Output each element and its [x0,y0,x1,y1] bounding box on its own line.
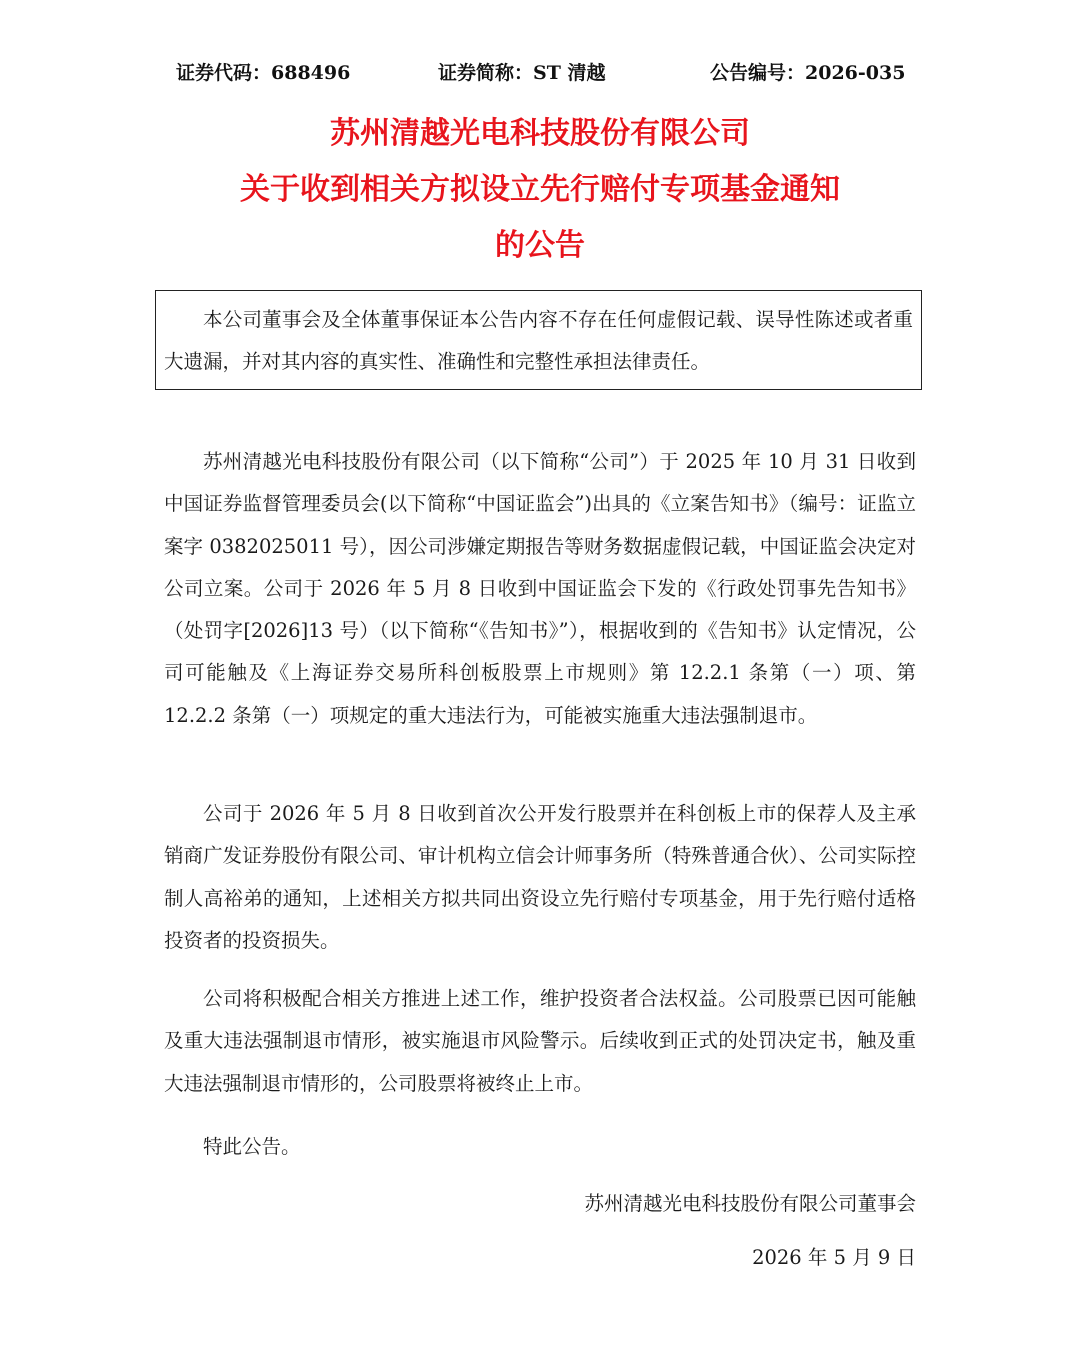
stock-code: 证券代码：688496 [176,62,351,84]
paragraph-investigation: 苏州清越光电科技股份有限公司（以下简称“公司”）于 2025 年 10 月 31 日收到中国证券监督管理委员会(以下简称“中国证监会”)出具的《立案告知书》（编号：证监立案字 0382025011 号），因公司涉嫌定期报告等财务数据虚假记载，中国证监会决定对公司立案。公司于 2026 年 5 月 8 日收到中国证监会下发的《行政处罚事先告知书》（处罚字[2026]13 号）（以下简称“《告知书》”），根据收到的《告知书》认定情况，公司可能触及《上海证券交易所科创板股票上市规则》第 12.2.1 条第（一）项、第 12.2.2 条第（一）项规定的重大违法行为，可能被实施重大违法强制退市。 [164,450,916,727]
announcement-title [0,106,1080,274]
board-statement-box: 本公司董事会及全体董事保证本公告内容不存在任何虚假记载、误导性陈述或者重大遗漏，并对其内容的真实性、准确性和完整性承担法律责任。 [155,290,922,390]
announcement-header [0,52,1080,92]
paragraph-compensation-fund: 公司于 2026 年 5 月 8 日收到首次公开发行股票并在科创板上市的保荐人及主承销商广发证券股份有限公司、审计机构立信会计师事务所（特殊普通合伙）、公司实际控制人高裕弟的通知，上述相关方拟共同出资设立先行赔付专项基金，用于先行赔付适格投资者的投资损失。 [164,802,916,952]
title-line-company: 苏州清越光电科技股份有限公司 [330,116,750,151]
signature-board: 苏州清越光电科技股份有限公司董事会 [584,1192,916,1215]
paragraph-risk-warning: 公司将积极配合相关方推进上述工作，维护投资者合法权益。公司股票已因可能触及重大违法强制退市情形，被实施退市风险警示。后续收到正式的处罚决定书，触及重大违法强制退市情形的，公司股票将被终止上市。 [164,987,916,1095]
announcement-date: 2026 年 5 月 9 日 [752,1246,916,1269]
title-line-subject: 关于收到相关方拟设立先行赔付专项基金通知 [240,172,840,207]
title-line-suffix: 的公告 [495,228,585,263]
announcement-number: 公告编号：2026-035 [710,62,906,84]
paragraph-closing: 特此公告。 [203,1135,301,1158]
stock-abbreviation: 证券简称：ST 清越 [438,62,606,84]
